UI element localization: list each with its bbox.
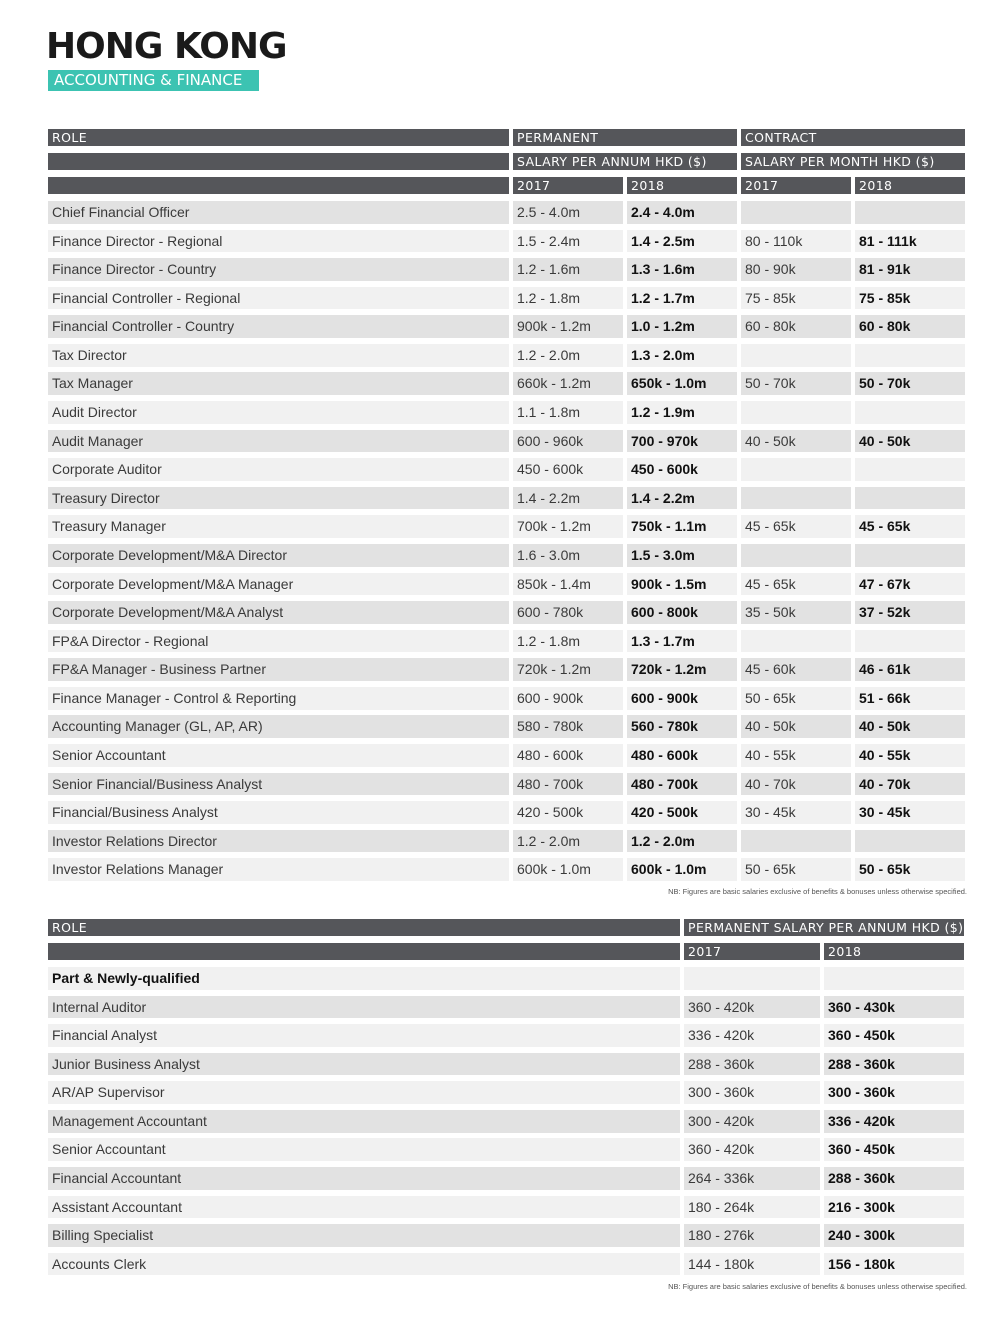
table-cell: 75 - 85k xyxy=(855,287,965,310)
table-cell: 81 - 91k xyxy=(855,258,965,281)
header-contract-2018: 2018 xyxy=(855,177,965,194)
table-cell: Senior Accountant xyxy=(48,744,509,767)
table-cell: 264 - 336k xyxy=(684,1167,820,1190)
table-cell: 80 - 110k xyxy=(741,230,851,253)
table-cell xyxy=(855,544,965,567)
header-contract-salary: SALARY PER MONTH HKD ($) xyxy=(741,153,965,170)
table-row xyxy=(48,344,965,367)
table-cell: 144 - 180k xyxy=(684,1253,820,1276)
table-cell: 1.3 - 1.6m xyxy=(627,258,737,281)
table-cell: 600 - 800k xyxy=(627,601,737,624)
table-row xyxy=(48,201,965,224)
header-contract: CONTRACT xyxy=(741,129,965,146)
table-row xyxy=(48,1224,964,1247)
table-cell: 336 - 420k xyxy=(824,1110,964,1133)
table-cell: 580 - 780k xyxy=(513,715,623,738)
table-cell xyxy=(741,830,851,853)
table-row xyxy=(48,544,965,567)
footnote: NB: Figures are basic salaries exclusive of benefits & bonuses unless otherwise specified. xyxy=(668,887,967,896)
table-cell: 600k - 1.0m xyxy=(627,858,737,881)
table-cell: Financial Controller - Country xyxy=(48,315,509,338)
header-role: ROLE xyxy=(48,919,680,936)
table-row xyxy=(48,687,965,710)
table-cell: 660k - 1.2m xyxy=(513,372,623,395)
table-cell: 1.2 - 2.0m xyxy=(513,830,623,853)
table-cell: 600 - 780k xyxy=(513,601,623,624)
table-cell xyxy=(741,487,851,510)
table-cell: 288 - 360k xyxy=(684,1053,820,1076)
header-permanent: PERMANENT xyxy=(513,129,737,146)
table-cell: 420 - 500k xyxy=(627,801,737,824)
table-cell: 360 - 450k xyxy=(824,1138,964,1161)
table-row xyxy=(48,601,965,624)
table-cell: Senior Accountant xyxy=(48,1138,680,1161)
table-row xyxy=(48,1081,964,1104)
table-cell: 600 - 900k xyxy=(513,687,623,710)
salary-table-qualified xyxy=(48,919,964,1281)
table-cell: 450 - 600k xyxy=(627,458,737,481)
table-cell: 480 - 600k xyxy=(513,744,623,767)
header-blank xyxy=(48,177,509,194)
table-cell: 720k - 1.2m xyxy=(513,658,623,681)
table-cell: 900k - 1.5m xyxy=(627,573,737,596)
table-cell: 850k - 1.4m xyxy=(513,573,623,596)
table-cell: 45 - 60k xyxy=(741,658,851,681)
table-cell: Management Accountant xyxy=(48,1110,680,1133)
table-cell: Finance Director - Regional xyxy=(48,230,509,253)
table-cell: 300 - 360k xyxy=(824,1081,964,1104)
table-cell: Accounts Clerk xyxy=(48,1253,680,1276)
table-cell: 81 - 111k xyxy=(855,230,965,253)
table-cell: 40 - 50k xyxy=(741,430,851,453)
table-row xyxy=(48,658,965,681)
table-cell xyxy=(824,967,964,990)
table-cell: 37 - 52k xyxy=(855,601,965,624)
table-cell: 1.1 - 1.8m xyxy=(513,401,623,424)
table-cell xyxy=(741,630,851,653)
table-cell: Corporate Auditor xyxy=(48,458,509,481)
table-cell: 45 - 65k xyxy=(855,515,965,538)
table-cell: 2.5 - 4.0m xyxy=(513,201,623,224)
table-cell: 600 - 900k xyxy=(627,687,737,710)
table-cell: 45 - 65k xyxy=(741,573,851,596)
section-row xyxy=(48,967,964,990)
table-row xyxy=(48,1196,964,1219)
header-blank xyxy=(48,943,680,960)
table-cell: 1.4 - 2.5m xyxy=(627,230,737,253)
header-perm-2017: 2017 xyxy=(513,177,623,194)
table-cell: 1.2 - 1.8m xyxy=(513,630,623,653)
table-cell: 750k - 1.1m xyxy=(627,515,737,538)
table-cell: Treasury Director xyxy=(48,487,509,510)
table-cell: Corporate Development/M&A Analyst xyxy=(48,601,509,624)
table-cell: FP&A Manager - Business Partner xyxy=(48,658,509,681)
table-cell: 35 - 50k xyxy=(741,601,851,624)
table-cell: Senior Financial/Business Analyst xyxy=(48,773,509,796)
table-row xyxy=(48,372,965,395)
table-cell: Treasury Manager xyxy=(48,515,509,538)
table-cell: 650k - 1.0m xyxy=(627,372,737,395)
table-cell: Audit Manager xyxy=(48,430,509,453)
table-cell: 700k - 1.2m xyxy=(513,515,623,538)
table-cell: 40 - 50k xyxy=(855,430,965,453)
table-cell: 30 - 45k xyxy=(741,801,851,824)
table-cell: Tax Director xyxy=(48,344,509,367)
table-cell xyxy=(855,630,965,653)
table-cell: 450 - 600k xyxy=(513,458,623,481)
table-cell: 1.2 - 1.6m xyxy=(513,258,623,281)
page-subtitle: ACCOUNTING & FINANCE xyxy=(48,70,259,91)
table-row xyxy=(48,258,965,281)
section-heading: Part & Newly-qualified xyxy=(48,967,680,990)
table-row xyxy=(48,996,964,1019)
table-row xyxy=(48,1110,964,1133)
table-cell: 40 - 50k xyxy=(741,715,851,738)
table-cell: 30 - 45k xyxy=(855,801,965,824)
table-cell: Junior Business Analyst xyxy=(48,1053,680,1076)
table-cell xyxy=(741,401,851,424)
table-cell: Corporate Development/M&A Manager xyxy=(48,573,509,596)
table-cell: 288 - 360k xyxy=(824,1053,964,1076)
table-cell: 336 - 420k xyxy=(684,1024,820,1047)
table-cell: Investor Relations Director xyxy=(48,830,509,853)
table-cell xyxy=(855,458,965,481)
table-cell: 47 - 67k xyxy=(855,573,965,596)
table-cell: 60 - 80k xyxy=(855,315,965,338)
table-cell: 75 - 85k xyxy=(741,287,851,310)
table-cell: 240 - 300k xyxy=(824,1224,964,1247)
table-cell: 45 - 65k xyxy=(741,515,851,538)
table-cell: 50 - 65k xyxy=(741,687,851,710)
table-cell: 50 - 70k xyxy=(855,372,965,395)
table-row xyxy=(48,1138,964,1161)
table-cell xyxy=(741,458,851,481)
header-perm-2018: 2018 xyxy=(627,177,737,194)
header-blank xyxy=(48,153,509,170)
table-cell: 1.2 - 1.8m xyxy=(513,287,623,310)
table-cell: 40 - 55k xyxy=(855,744,965,767)
table-row xyxy=(48,430,965,453)
table-row xyxy=(48,315,965,338)
table-cell: 480 - 600k xyxy=(627,744,737,767)
table-cell xyxy=(684,967,820,990)
table-cell: 480 - 700k xyxy=(513,773,623,796)
table-cell: AR/AP Supervisor xyxy=(48,1081,680,1104)
table-cell xyxy=(855,344,965,367)
table-cell: 420 - 500k xyxy=(513,801,623,824)
header-contract-2017: 2017 xyxy=(741,177,851,194)
table-cell: Assistant Accountant xyxy=(48,1196,680,1219)
table-cell: 1.2 - 1.9m xyxy=(627,401,737,424)
table-row xyxy=(48,830,965,853)
table-cell xyxy=(855,830,965,853)
table-cell: Financial/Business Analyst xyxy=(48,801,509,824)
table-cell: 1.6 - 3.0m xyxy=(513,544,623,567)
table-cell xyxy=(855,201,965,224)
table-cell: 1.3 - 2.0m xyxy=(627,344,737,367)
table-cell: 360 - 420k xyxy=(684,1138,820,1161)
table-cell: 1.4 - 2.2m xyxy=(513,487,623,510)
table-cell: 2.4 - 4.0m xyxy=(627,201,737,224)
table-cell: Chief Financial Officer xyxy=(48,201,509,224)
table-cell: Tax Manager xyxy=(48,372,509,395)
table-row xyxy=(48,744,965,767)
header-perm-salary: SALARY PER ANNUM HKD ($) xyxy=(513,153,737,170)
header-role: ROLE xyxy=(48,129,509,146)
table-cell: 360 - 430k xyxy=(824,996,964,1019)
table-cell: 216 - 300k xyxy=(824,1196,964,1219)
table-row xyxy=(48,287,965,310)
header-2018: 2018 xyxy=(824,943,964,960)
table-cell: 40 - 70k xyxy=(855,773,965,796)
header-2017: 2017 xyxy=(684,943,820,960)
table-cell xyxy=(741,344,851,367)
table-cell: 1.4 - 2.2m xyxy=(627,487,737,510)
table-cell: 40 - 70k xyxy=(741,773,851,796)
table-cell: 80 - 90k xyxy=(741,258,851,281)
table-cell: Financial Analyst xyxy=(48,1024,680,1047)
table-cell: 360 - 450k xyxy=(824,1024,964,1047)
table-row xyxy=(48,630,965,653)
table-row xyxy=(48,515,965,538)
table-row xyxy=(48,401,965,424)
table-cell: 1.5 - 2.4m xyxy=(513,230,623,253)
table-body xyxy=(48,967,964,1275)
table-row xyxy=(48,573,965,596)
table-cell: 1.2 - 2.0m xyxy=(513,344,623,367)
table-row xyxy=(48,1053,964,1076)
table-cell: 40 - 50k xyxy=(855,715,965,738)
table-cell: 51 - 66k xyxy=(855,687,965,710)
table-cell: Finance Director - Country xyxy=(48,258,509,281)
table-row xyxy=(48,458,965,481)
table-cell: 1.2 - 2.0m xyxy=(627,830,737,853)
table-cell xyxy=(741,201,851,224)
table-cell: 300 - 420k xyxy=(684,1110,820,1133)
table-cell: 288 - 360k xyxy=(824,1167,964,1190)
table-cell: Finance Manager - Control & Reporting xyxy=(48,687,509,710)
table-cell: 600 - 960k xyxy=(513,430,623,453)
table-row xyxy=(48,773,965,796)
table-row xyxy=(48,858,965,881)
table-cell: 50 - 70k xyxy=(741,372,851,395)
table-cell: 46 - 61k xyxy=(855,658,965,681)
table-row xyxy=(48,1253,964,1276)
table-cell: 1.3 - 1.7m xyxy=(627,630,737,653)
table-cell: Audit Director xyxy=(48,401,509,424)
table-cell: Investor Relations Manager xyxy=(48,858,509,881)
table-cell: 50 - 65k xyxy=(741,858,851,881)
table-cell: 900k - 1.2m xyxy=(513,315,623,338)
table-cell: 700 - 970k xyxy=(627,430,737,453)
table-cell: 40 - 55k xyxy=(741,744,851,767)
table-row xyxy=(48,487,965,510)
table-cell: 480 - 700k xyxy=(627,773,737,796)
table-cell: 50 - 65k xyxy=(855,858,965,881)
table-cell: 180 - 276k xyxy=(684,1224,820,1247)
table-cell: 180 - 264k xyxy=(684,1196,820,1219)
table-cell: Financial Accountant xyxy=(48,1167,680,1190)
table-row xyxy=(48,1024,964,1047)
table-cell xyxy=(855,401,965,424)
table-body xyxy=(48,201,965,881)
table-cell: FP&A Director - Regional xyxy=(48,630,509,653)
table-row xyxy=(48,1167,964,1190)
table-cell xyxy=(855,487,965,510)
page-title: HONG KONG xyxy=(46,26,287,67)
footnote: NB: Figures are basic salaries exclusive of benefits & bonuses unless otherwise specified. xyxy=(668,1282,967,1291)
table-cell: 1.2 - 1.7m xyxy=(627,287,737,310)
table-cell xyxy=(741,544,851,567)
table-cell: Billing Specialist xyxy=(48,1224,680,1247)
table-cell: 560 - 780k xyxy=(627,715,737,738)
table-cell: 360 - 420k xyxy=(684,996,820,1019)
table-row xyxy=(48,801,965,824)
header-perm-salary: PERMANENT SALARY PER ANNUM HKD ($) xyxy=(684,919,964,936)
table-cell: 1.0 - 1.2m xyxy=(627,315,737,338)
table-cell: 156 - 180k xyxy=(824,1253,964,1276)
table-cell: 600k - 1.0m xyxy=(513,858,623,881)
table-cell: 720k - 1.2m xyxy=(627,658,737,681)
table-cell: 60 - 80k xyxy=(741,315,851,338)
table-cell: Internal Auditor xyxy=(48,996,680,1019)
table-cell: Corporate Development/M&A Director xyxy=(48,544,509,567)
table-cell: 1.5 - 3.0m xyxy=(627,544,737,567)
table-cell: Financial Controller - Regional xyxy=(48,287,509,310)
table-row xyxy=(48,715,965,738)
table-cell: 300 - 360k xyxy=(684,1081,820,1104)
table-cell: Accounting Manager (GL, AP, AR) xyxy=(48,715,509,738)
table-row xyxy=(48,230,965,253)
salary-table-main xyxy=(48,129,965,887)
